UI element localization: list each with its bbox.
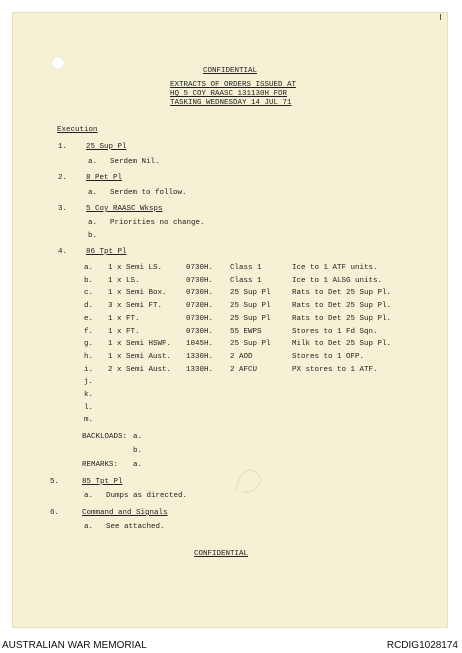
title-line-1: EXTRACTS OF ORDERS ISSUED AT — [170, 81, 297, 89]
item-letter: b. — [133, 447, 143, 455]
item-letter: a. — [84, 492, 94, 500]
row-unit: 25 Sup Pl — [230, 340, 271, 349]
title-line-3: TASKING WEDNESDAY 14 JUL 71 — [170, 99, 292, 107]
item-letter: a. — [88, 158, 98, 166]
row-letter: g. — [84, 340, 94, 349]
item-text: Dumps as directed. — [106, 492, 188, 500]
row-vehicle: 1 x FT. — [108, 327, 140, 336]
section-number: 2. — [58, 174, 68, 182]
item-letter: a. — [133, 433, 143, 441]
row-task: Milk to Det 25 Sup Pl. — [292, 340, 392, 349]
row-unit: Class 1 — [230, 264, 262, 272]
section-title: 86 Tpt Pl — [86, 248, 127, 256]
row-task: Ice to 1 ATF units. — [292, 264, 378, 272]
row-vehicle: 1 x FT. — [108, 314, 140, 323]
row-time: 0730H. — [186, 327, 214, 336]
row-letter: k. — [84, 391, 94, 399]
row-vehicle: 2 x Semi Aust. — [108, 365, 172, 374]
classification-top: CONFIDENTIAL — [202, 67, 257, 75]
row-unit: 2 AFCU — [230, 365, 258, 374]
row-task: Rats to Det 25 Sup Pl. — [292, 289, 392, 298]
row-vehicle: 1 x LS. — [108, 276, 140, 285]
row-unit: 25 Sup Pl — [230, 302, 271, 311]
row-letter: f. — [84, 327, 94, 336]
row-task: Ice to 1 ALSG units. — [292, 276, 383, 285]
section-number: 4. — [58, 248, 68, 256]
section-title: 25 Sup Pl — [86, 143, 127, 151]
section-title: 5 Coy RAASC Wksps — [86, 205, 163, 213]
section-number: 5. — [50, 478, 60, 486]
row-letter: j. — [84, 378, 94, 387]
row-time: 0730H. — [186, 264, 214, 272]
row-vehicle: 1 x Semi Box. — [108, 289, 167, 298]
row-task: Rats to Det 25 Sup Pl. — [292, 314, 392, 323]
row-letter: m. — [84, 416, 94, 425]
row-unit: 25 Sup Pl — [230, 314, 271, 323]
punch-hole — [52, 57, 64, 69]
remarks-label: REMARKS: — [82, 461, 119, 469]
item-text: See attached. — [106, 523, 165, 531]
item-text: Priorities no change. — [110, 219, 205, 227]
item-letter: a. — [88, 189, 98, 197]
item-letter: a. — [84, 523, 94, 531]
item-text: Serdem Nil. — [110, 158, 160, 166]
row-unit: 55 EWPS — [230, 327, 262, 336]
section-title: Command and Signals — [82, 509, 168, 517]
row-letter: e. — [84, 314, 94, 323]
row-vehicle: 1 x Semi HSWF. — [108, 340, 172, 349]
row-task: Stores to 1 Fd Sqn. — [292, 327, 378, 336]
section-number: 3. — [58, 205, 68, 213]
row-vehicle: 1 x Semi LS. — [108, 264, 163, 272]
item-letter: b. — [88, 232, 98, 240]
row-time: 0730H. — [186, 289, 214, 298]
row-task: Stores to 1 OFP. — [292, 352, 365, 361]
execution-heading: Execution — [57, 126, 98, 134]
faint-stamp-mark — [228, 460, 268, 500]
row-task: PX stores to 1 ATF. — [292, 365, 378, 374]
archive-credit: AUSTRALIAN WAR MEMORIAL — [2, 640, 147, 651]
row-letter: i. — [84, 365, 94, 374]
section-number: 1. — [58, 143, 68, 151]
row-vehicle: 1 x Semi Aust. — [108, 352, 172, 361]
section-title: 8 Pet Pl — [86, 174, 123, 182]
row-time: 0730H. — [186, 314, 214, 323]
row-time: 1330H. — [186, 352, 214, 361]
row-time: 0730H. — [186, 276, 214, 285]
backloads-label: BACKLOADS: — [82, 433, 128, 441]
page-mark — [440, 14, 441, 20]
row-letter: h. — [84, 352, 94, 361]
row-letter: d. — [84, 302, 94, 311]
item-text: Serdem to follow. — [110, 189, 187, 197]
item-letter: a. — [133, 461, 143, 469]
title-line-2: HQ 5 COY RAASC 131130H FOR — [170, 90, 288, 98]
section-title: 85 Tpt Pl — [82, 478, 123, 486]
item-letter: a. — [88, 219, 98, 227]
row-vehicle: 3 x Semi FT. — [108, 302, 163, 311]
row-task: Rats to Det 25 Sup Pl. — [292, 302, 392, 311]
row-unit: 2 AOD — [230, 352, 253, 361]
section-number: 6. — [50, 509, 60, 517]
row-time: 0730H. — [186, 302, 214, 311]
row-unit: 25 Sup Pl — [230, 289, 271, 298]
row-letter: c. — [84, 289, 94, 298]
row-letter: b. — [84, 276, 94, 285]
row-time: 1045H. — [186, 340, 214, 349]
row-time: 1330H. — [186, 365, 214, 374]
archive-reference: RCDIG1028174 — [386, 640, 458, 651]
classification-bottom: CONFIDENTIAL — [194, 550, 249, 558]
row-unit: Class 1 — [230, 276, 262, 285]
row-letter: a. — [84, 264, 94, 272]
row-letter: l. — [84, 403, 94, 412]
